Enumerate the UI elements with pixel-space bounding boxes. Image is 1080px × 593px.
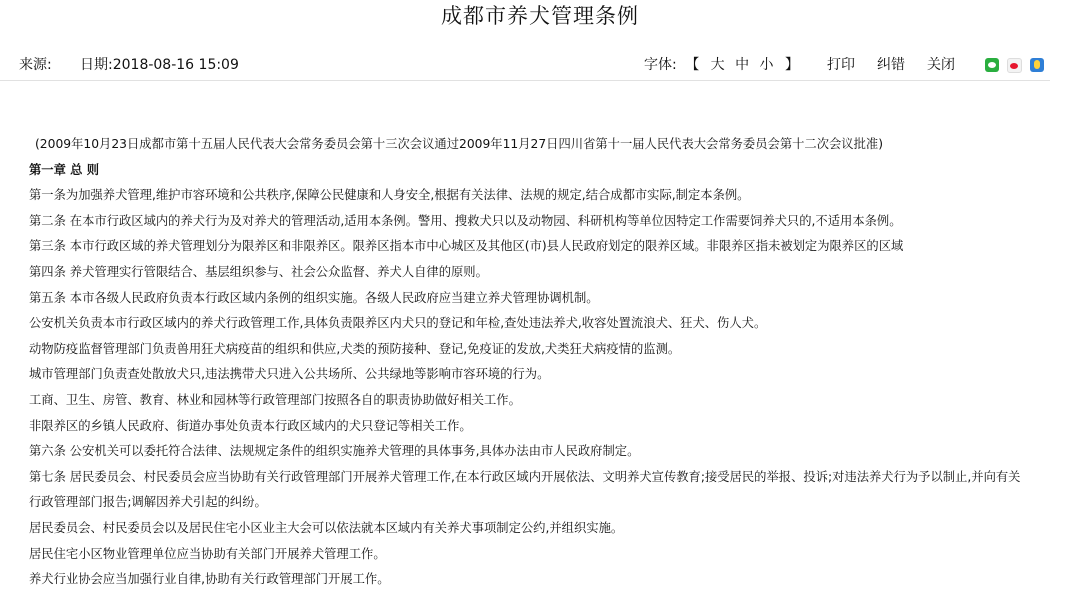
article-meta-bar bbox=[0, 50, 1050, 81]
paragraph: 第二条 在本市行政区域内的养犬行为及对养犬的管理活动,适用本条例。警用、搜救犬只以及动物园、科研机构等单位因特定工作需要饲养犬只的,不适用本条例。 bbox=[29, 213, 902, 228]
paragraph: 第七条 居民委员会、村民委员会应当协助有关行政管理部门开展养犬管理工作,在本行政区域内开展依法、文明养犬宣传教育;接受居民的举报、投诉;对违法养犬行为予以制止,并向有关行政管理部门报告;调解因养犬引起的纠纷。 bbox=[29, 469, 1021, 510]
adoption-note: (2009年10月23日成都市第十五届人民代表大会常务委员会第十三次会议通过2009年11月27日四川省第十一届人民代表大会常务委员会第十二次会议批准) bbox=[35, 137, 883, 151]
paragraph: 养犬行业协会应当加强行业自律,协助有关行政管理部门开展工作。 bbox=[29, 572, 390, 587]
font-size-large-button[interactable]: 大 bbox=[710, 57, 725, 73]
bracket-right: 】 bbox=[785, 57, 799, 73]
publish-date bbox=[80, 50, 239, 80]
paragraph: 非限养区的乡镇人民政府、街道办事处负责本行政区域内的犬只登记等相关工作。 bbox=[29, 418, 472, 433]
font-size-medium-button[interactable]: 中 bbox=[735, 57, 750, 73]
print-link[interactable]: 打印 bbox=[827, 57, 855, 73]
share-buttons bbox=[977, 58, 1044, 73]
paragraph: 公安机关负责本市行政区域内的养犬行政管理工作,具体负责限养区内犬只的登记和年检,查处违法养犬,收容处置流浪犬、狂犬、伤人犬。 bbox=[29, 316, 767, 331]
page-title: 成都市养犬管理条例 bbox=[441, 4, 639, 28]
qq-icon[interactable] bbox=[1030, 58, 1044, 72]
paragraph: 第六条 公安机关可以委托符合法律、法规规定条件的组织实施养犬管理的具体事务,具体办法由市人民政府制定。 bbox=[29, 444, 640, 459]
paragraph: 第一条为加强养犬管理,维护市容环境和公共秩序,保障公民健康和人身安全,根据有关法律、法规的规定,结合成都市实际,制定本条例。 bbox=[29, 188, 750, 203]
close-link[interactable]: 关闭 bbox=[927, 57, 955, 73]
font-size-small-button[interactable]: 小 bbox=[759, 57, 774, 73]
paragraph: 城市管理部门负责查处散放犬只,违法携带犬只进入公共场所、公共绿地等影响市容环境的行为。 bbox=[29, 367, 550, 382]
wechat-icon[interactable] bbox=[985, 58, 999, 72]
date-label: 日期: bbox=[80, 57, 113, 73]
chapter-heading: 第一章 总 则 bbox=[29, 162, 100, 177]
paragraph: 动物防疫监督管理部门负责兽用狂犬病疫苗的组织和供应,犬类的预防接种、登记,免疫证的发放,犬类狂犬病疫情的监测。 bbox=[29, 341, 681, 356]
article-body bbox=[29, 132, 1029, 593]
font-size-label: 字体: bbox=[644, 57, 677, 73]
paragraph: 第五条 本市各级人民政府负责本行政区域内条例的组织实施。各级人民政府应当建立养犬管理协调机制。 bbox=[29, 290, 599, 305]
font-size-switcher bbox=[644, 50, 803, 80]
paragraph: 工商、卫生、房管、教育、林业和园林等行政管理部门按照各自的职责协助做好相关工作。 bbox=[29, 392, 521, 407]
bracket-left: 【 bbox=[685, 57, 700, 73]
source-label: 来源: bbox=[19, 57, 52, 73]
date-value: 2018-08-16 15:09 bbox=[112, 57, 239, 73]
weibo-icon[interactable] bbox=[1007, 58, 1022, 73]
article-toolbar bbox=[644, 50, 1044, 80]
paragraph: 居民住宅小区物业管理单位应当协助有关部门开展养犬管理工作。 bbox=[29, 546, 386, 561]
report-error-link[interactable]: 纠错 bbox=[877, 57, 905, 73]
paragraph: 第三条 本市行政区域的养犬管理划分为限养区和非限养区。限养区指本市中心城区及其他区(市)县人民政府划定的限养区域。非限养区指未被划定为限养区的区域 bbox=[29, 239, 904, 254]
paragraph: 第四条 养犬管理实行管限结合、基层组织参与、社会公众监督、养犬人自律的原则。 bbox=[29, 264, 488, 279]
paragraph: 居民委员会、村民委员会以及居民住宅小区业主大会可以依法就本区域内有关养犬事项制定公约,并组织实施。 bbox=[29, 520, 624, 535]
